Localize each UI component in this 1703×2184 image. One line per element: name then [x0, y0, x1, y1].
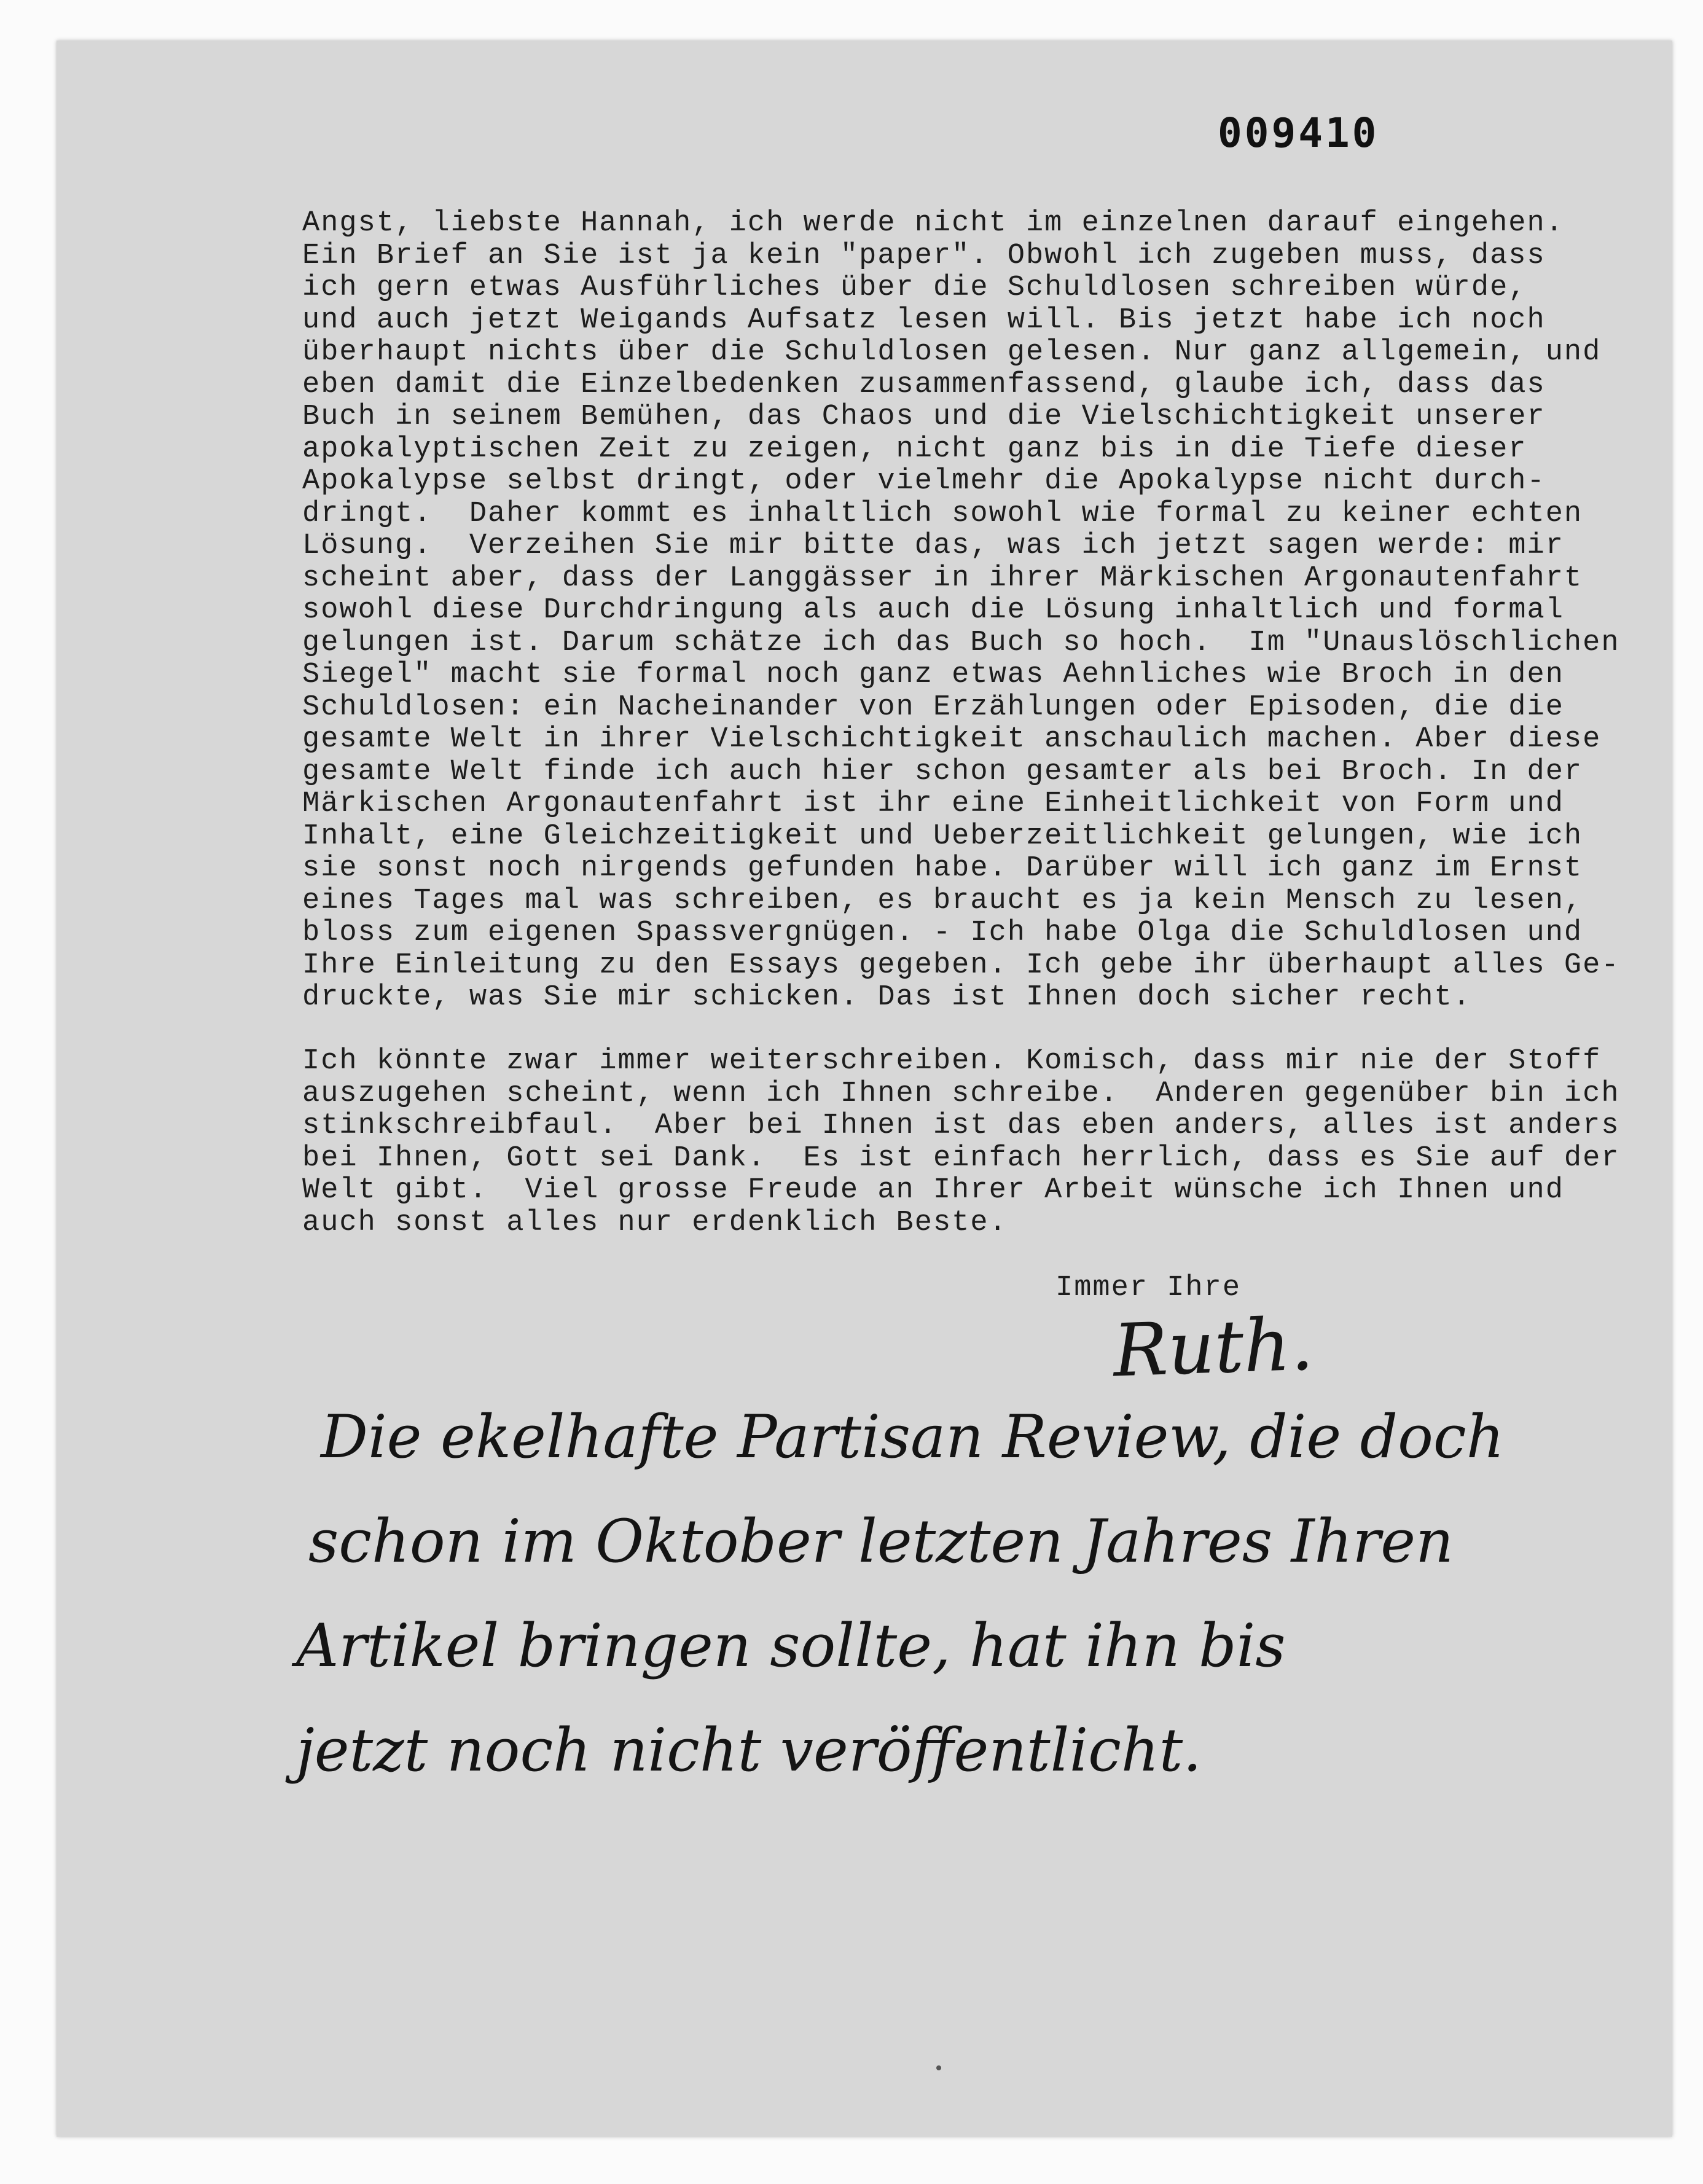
typed-line: Angst, liebste Hannah, ich werde nicht im einzelnen darauf eingehen. — [302, 207, 1564, 240]
typed-line: eben damit die Einzelbedenken zusammenfassend, glaube ich, dass das — [302, 368, 1546, 401]
handwritten-postscript — [296, 1385, 1672, 1802]
typed-line: scheint aber, dass der Langgässer in ihrer Märkischen Argonautenfahrt — [302, 562, 1583, 595]
closing-line: Immer Ihre — [1055, 1272, 1242, 1304]
typed-line: sie sonst noch nirgends gefunden habe. Darüber will ich ganz im Ernst — [302, 852, 1583, 885]
typed-line: gesamte Welt finde ich auch hier schon gesamter als bei Broch. In der — [302, 755, 1583, 788]
letter-page — [57, 41, 1672, 2137]
body-paragraph-1 — [302, 208, 1620, 1014]
paper-speck — [936, 2065, 941, 2070]
typed-line: stinkschreibfaul. Aber bei Ihnen ist das eben anders, alles ist anders — [302, 1110, 1620, 1142]
handwritten-signature: Ruth. — [1111, 1301, 1315, 1393]
typed-line: gelungen ist. Darum schätze ich das Buch so hoch. Im "Unauslöschlichen — [302, 626, 1620, 659]
postscript-line: Die ekelhafte Partisan Review, die doch — [321, 1403, 1505, 1471]
typed-line: und auch jetzt Weigands Aufsatz lesen will. Bis jetzt habe ich noch — [302, 303, 1546, 337]
body-paragraph-2 — [302, 1046, 1620, 1239]
typed-line: ich gern etwas Ausführliches über die Schuldlosen schreiben würde, — [302, 272, 1527, 304]
typed-line: sowohl diese Durchdringung als auch die Lösung inhaltlich und formal — [302, 594, 1564, 627]
typed-line: Ein Brief an Sie ist ja kein "paper". Obwohl ich zugeben muss, dass — [302, 239, 1546, 272]
typed-line: Ihre Einleitung zu den Essays gegeben. Ich gebe ihr überhaupt alles Ge- — [302, 949, 1620, 982]
typed-line: Lösung. Verzeihen Sie mir bitte das, was ich jetzt sagen werde: mir — [302, 530, 1564, 562]
typed-line: bloss zum eigenen Spassvergnügen. - Ich habe Olga die Schuldlosen und — [302, 917, 1583, 949]
typed-line: Inhalt, eine Gleichzeitigkeit und Ueberzeitlichkeit gelungen, wie ich — [302, 820, 1583, 853]
typed-line: dringt. Daher kommt es inhaltlich sowohl wie formal zu keiner echten — [302, 497, 1583, 530]
typed-line: apokalyptischen Zeit zu zeigen, nicht ganz bis in die Tiefe dieser — [302, 432, 1527, 466]
typed-line: Buch in seinem Bemühen, das Chaos und die Vielschichtigkeit unserer — [302, 401, 1546, 433]
typed-line: Apokalypse selbst dringt, oder vielmehr die Apokalypse nicht durch- — [302, 465, 1546, 498]
typed-line: auch sonst alles nur erdenklich Beste. — [302, 1206, 1008, 1239]
typed-line: Schuldlosen: ein Nacheinander von Erzählungen oder Episoden, die die — [302, 691, 1564, 724]
typed-line: bei Ihnen, Gott sei Dank. Es ist einfach herrlich, dass es Sie auf der — [302, 1141, 1620, 1175]
typed-line: Märkischen Argonautenfahrt ist ihr eine Einheitlichkeit von Form und — [302, 788, 1564, 820]
typed-line: Ich könnte zwar immer weiterschreiben. Komisch, dass mir nie der Stoff — [302, 1045, 1602, 1078]
document-number: 009410 — [1218, 109, 1379, 157]
postscript-line: schon im Oktober letzten Jahres Ihren — [308, 1507, 1454, 1576]
postscript-line: Artikel bringen sollte, hat ihn bis — [296, 1611, 1286, 1680]
typed-line: überhaupt nichts über die Schuldlosen gelesen. Nur ganz allgemein, und — [302, 336, 1602, 369]
typed-line: Siegel" macht sie formal noch ganz etwas Aehnliches wie Broch in den — [302, 659, 1564, 691]
typed-line: gesamte Welt in ihrer Vielschichtigkeit anschaulich machen. Aber diese — [302, 723, 1602, 756]
typed-line: druckte, was Sie mir schicken. Das ist Ihnen doch sicher recht. — [302, 981, 1471, 1014]
postscript-line: jetzt noch nicht veröffentlicht. — [296, 1716, 1202, 1785]
typed-line: auszugehen scheint, wenn ich Ihnen schreibe. Anderen gegenüber bin ich — [302, 1077, 1620, 1110]
typed-line: Welt gibt. Viel grosse Freude an Ihrer Arbeit wünsche ich Ihnen und — [302, 1174, 1564, 1207]
typed-line: eines Tages mal was schreiben, es braucht es ja kein Mensch zu lesen, — [302, 884, 1583, 917]
